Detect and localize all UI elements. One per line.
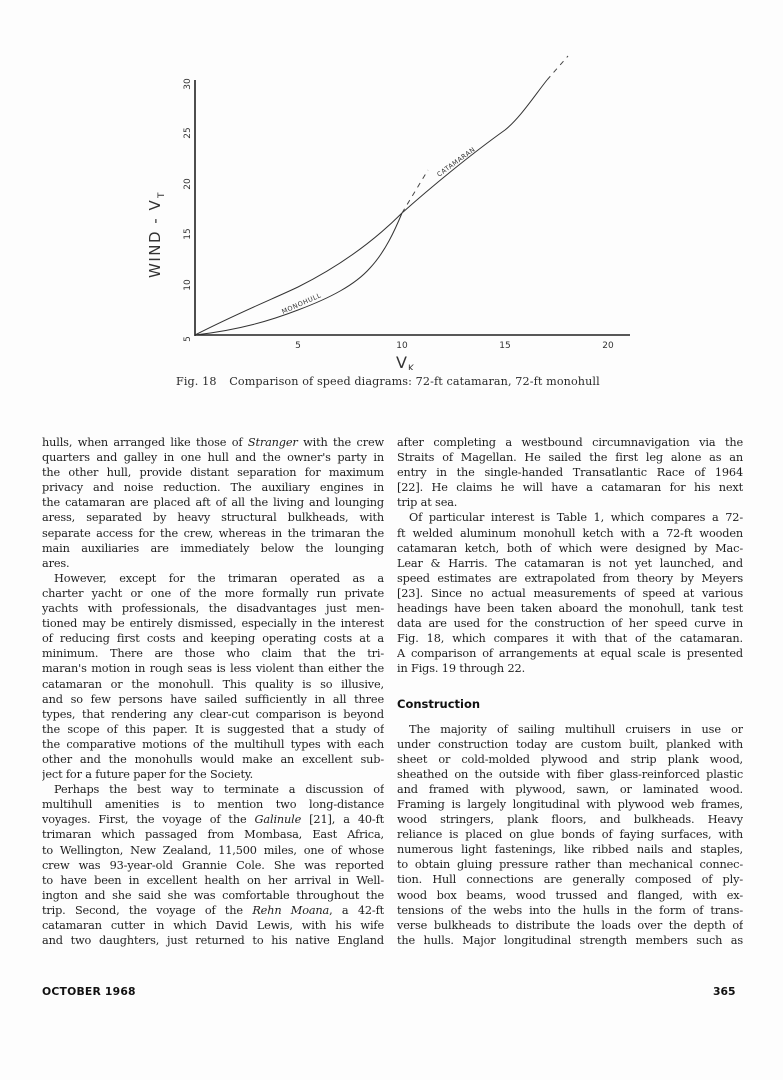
text-line: numerous light fastenings, like ribbed nails and staples, [397, 843, 743, 857]
x-tick-10: 10 [396, 341, 408, 351]
speed-diagram-chart [0, 0, 783, 370]
text-line: ject for a future paper for the Society. [42, 768, 254, 782]
text-line: voyages. First, the voyage of the Galinule [21], a 40-ft [42, 813, 384, 827]
text-line: yachts with professionals, the disadvantages just men- [42, 602, 384, 616]
text-line: catamaran ketch, both of which were designed by Mac- [397, 541, 743, 555]
x-tick-5: 5 [295, 341, 301, 351]
text-line: the catamaran are placed aft of all the living and lounging [42, 496, 384, 510]
text-line: hulls, when arranged like those of Stranger with the crew [42, 436, 384, 449]
text-line: Straits of Magellan. He sailed the first leg alone as an [397, 451, 743, 465]
text-line: tioned may be entirely dismissed, especially in the interest [42, 617, 384, 631]
x-tick-labels [295, 341, 614, 351]
text-line: other and the monohulls would make an excellent sub- [42, 752, 384, 766]
text-line: catamaran or the monohull. This quality is so illusive, [42, 677, 384, 691]
text-line: ington and she said she was comfortable throughout the [42, 888, 384, 902]
figure-number: Fig. 18 [176, 375, 217, 388]
text-line: in Figs. 19 through 22. [397, 662, 526, 676]
text-line: Perhaps the best way to terminate a discussion of [54, 783, 384, 797]
text-line: the hulls. Major longitudinal strength members such as [397, 933, 743, 947]
text-line: crew was 93-year-old Grannie Cole. She was reported [42, 858, 384, 872]
text-line: headings have been taken aboard the monohull, tank test [397, 602, 743, 616]
figure-caption [176, 375, 600, 388]
text-line: the other hull, provide distant separation for maximum [42, 466, 384, 480]
text-line: Lear & Harris. The catamaran is not yet launched, and [397, 556, 743, 570]
text-line: A comparison of arrangements at equal scale is presented [397, 647, 743, 661]
y-tick-10: 10 [183, 279, 193, 291]
text-line: sheathed on the outside with fiber glass-reinforced plastic [397, 767, 743, 781]
text-line: separate access for the crew, whereas in the trimaran the [42, 526, 384, 540]
text-line: types, that rendering any clear-cut comparison is beyond [42, 707, 384, 721]
footer-date: OCTOBER 1968 [42, 985, 136, 998]
y-tick-30: 30 [183, 78, 193, 90]
catamaran-label: CATAMARAN [435, 145, 477, 179]
text-line: multihull amenities is to mention two long-distance [42, 798, 384, 812]
figure-18 [0, 0, 783, 400]
monohull-dashed-extension [402, 170, 428, 213]
left-text-column [42, 435, 384, 948]
text-line: of reducing first costs and keeping operating costs at a [42, 632, 384, 646]
text-line: trip at sea. [397, 496, 458, 510]
text-line: verse bulkheads to distribute the loads over the depth of [397, 918, 743, 932]
text-line: However, except for the trimaran operated as a [54, 571, 384, 585]
text-line: quarters and galley in one hull and the owner's party in [42, 451, 384, 465]
y-tick-labels [183, 78, 193, 342]
text-line: after completing a westbound circumnavigation via the [397, 436, 743, 449]
text-line: to Wellington, New Zealand, 11,500 miles, one of whose [42, 843, 384, 857]
figure-caption-text: Comparison of speed diagrams: 72-ft catamaran, 72-ft monohull [229, 375, 600, 388]
text-line: tensions of the webs into the hulls in the form of trans- [397, 903, 743, 917]
x-axis-title [396, 353, 415, 370]
x-tick-20: 20 [602, 341, 614, 351]
text-line: under construction today are custom built, planked with [397, 737, 743, 751]
text-line: aress, separated by heavy structural bulkheads, with [42, 511, 384, 525]
text-line: tion. Hull connections are generally composed of ply- [397, 873, 743, 887]
page-number: 365 [713, 985, 736, 998]
text-line: catamaran cutter in which David Lewis, with his wife [42, 919, 384, 932]
text-line: main auxiliaries are immediately below the lounging [42, 541, 384, 555]
text-line: [22]. He claims he will have a catamaran for his next [397, 481, 743, 495]
text-line: The majority of sailing multihull cruisers in use or [409, 722, 743, 736]
text-line: to obtain gluing pressure rather than mechanical connec- [397, 858, 743, 872]
text-line: trimaran which passaged from Mombasa, East Africa, [42, 828, 384, 842]
right-text-column [397, 435, 743, 948]
text-line: Of particular interest is Table 1, which compares a 72- [409, 511, 743, 525]
text-line: trip. Second, the voyage of the Rehn Moana, a 42-ft [42, 903, 384, 917]
text-line: the comparative motions of the multihull types with each [42, 737, 384, 751]
text-line: and two daughters, just returned to his native England [42, 934, 384, 948]
svg-text:WIND - V: WIND - V [146, 198, 164, 278]
y-tick-20: 20 [183, 178, 193, 190]
catamaran-dashed-extension [547, 56, 568, 80]
text-line: Fig. 18, which compares it with that of the catamaran. [397, 632, 743, 646]
text-line: minimum. There are those who claim that the tri- [42, 647, 384, 661]
svg-text:V: V [396, 353, 407, 370]
y-axis-title [146, 192, 167, 278]
catamaran-curve [195, 80, 547, 335]
text-line: wood stringers, plank floors, and bulkheads. Heavy [397, 813, 743, 827]
svg-text:K: K [408, 364, 414, 370]
monohull-label: MONOHULL [280, 291, 323, 316]
svg-text:T: T [157, 192, 167, 198]
text-line: speed estimates are extrapolated from theory by Meyers [397, 571, 743, 585]
text-line: charter yacht or one of the more formally run private [42, 586, 384, 600]
text-line: data are used for the construction of her speed curve in [397, 617, 743, 631]
text-line: entry in the single-handed Transatlantic Race of 1964 [397, 466, 743, 480]
text-line: and framed with plywood, sawn, or laminated wood. [397, 782, 743, 796]
x-tick-15: 15 [499, 341, 511, 351]
monohull-curve [195, 213, 402, 335]
text-line: to have been in excellent health on her arrival in Well- [42, 873, 384, 887]
text-line: the scope of this paper. It is suggested that a study of [42, 722, 384, 736]
y-tick-25: 25 [183, 127, 193, 139]
text-line: and so few persons have sailed sufficiently in all three [42, 692, 384, 706]
text-line: ft welded aluminum monohull ketch with a 72-ft wooden [397, 526, 743, 540]
text-line: maran's motion in rough seas is less violent than either the [42, 662, 384, 676]
text-line: reliance is placed on glue bonds of faying surfaces, with [397, 828, 743, 842]
section-heading-construction: Construction [397, 696, 481, 711]
text-line: Framing is largely longitudinal with plywood web frames, [397, 797, 743, 811]
text-line: [23]. Since no actual measurements of speed at various [397, 586, 743, 600]
text-line: sheet or cold-molded plywood and strip plank wood, [397, 752, 743, 766]
text-line: ares. [42, 556, 70, 570]
y-tick-15: 15 [183, 228, 193, 240]
y-tick-5: 5 [183, 336, 193, 342]
text-line: privacy and noise reduction. The auxiliary engines in [42, 481, 384, 495]
text-line: wood box beams, wood trussed and flanged, with ex- [397, 888, 743, 902]
